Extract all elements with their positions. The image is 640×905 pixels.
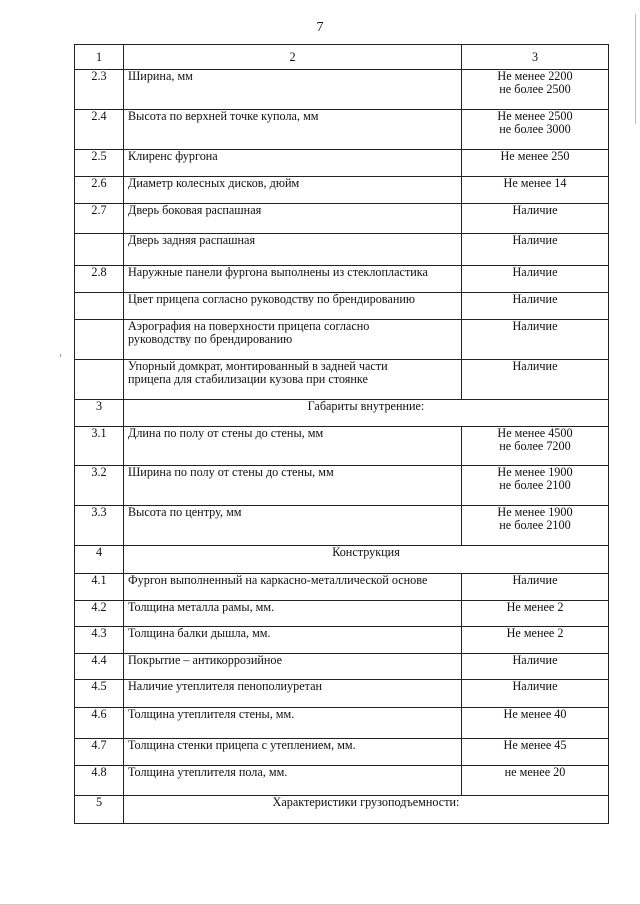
parameter-description	[124, 766, 462, 796]
description-line: Клиренс фургона	[128, 149, 218, 163]
section-row	[75, 546, 609, 574]
value-line: Наличие	[512, 679, 558, 693]
parameter-description	[124, 601, 462, 627]
row-number: 3.2	[75, 466, 124, 506]
parameter-description	[124, 680, 462, 708]
parameter-value	[462, 266, 609, 293]
parameter-value	[462, 234, 609, 266]
value-line: Наличие	[512, 292, 558, 306]
table-header-row	[75, 45, 609, 70]
table-row	[75, 110, 609, 150]
parameter-description	[124, 150, 462, 177]
description-line: Высота по центру, мм	[128, 505, 242, 519]
description-line: Высота по верхней точке купола, мм	[128, 109, 319, 123]
row-number: 4.1	[75, 574, 124, 601]
parameter-value	[462, 360, 609, 400]
value-line: Наличие	[512, 653, 558, 667]
parameter-value	[462, 739, 609, 766]
header-col-2: 2	[124, 45, 462, 70]
row-number: 5	[75, 796, 124, 824]
description-line: Ширина, мм	[128, 69, 193, 83]
table-row	[75, 234, 609, 266]
table-row	[75, 574, 609, 601]
parameter-description	[124, 234, 462, 266]
description-line: Аэрография на поверхности прицепа согласно	[128, 319, 370, 333]
description-line: Фургон выполненный на каркасно-металлической основе	[128, 573, 428, 587]
parameter-value	[462, 708, 609, 739]
value-line: не более 2500	[499, 82, 571, 96]
table-row	[75, 766, 609, 796]
parameter-value	[462, 150, 609, 177]
section-title: Характеристики грузоподъемности:	[124, 796, 609, 824]
row-number: 2.3	[75, 70, 124, 110]
description-line: Дверь задняя распашная	[128, 233, 256, 247]
parameter-description	[124, 654, 462, 680]
parameter-description	[124, 427, 462, 466]
description-line: Цвет прицепа согласно руководству по брендированию	[128, 292, 415, 306]
parameter-description	[124, 574, 462, 601]
table-row	[75, 177, 609, 204]
row-number: 2.8	[75, 266, 124, 293]
parameter-value	[462, 680, 609, 708]
parameter-description	[124, 506, 462, 546]
row-number: 4.3	[75, 627, 124, 654]
parameter-value	[462, 293, 609, 320]
row-number: 4.6	[75, 708, 124, 739]
value-line: Не менее 4500	[497, 426, 573, 440]
parameter-value	[462, 601, 609, 627]
table-row	[75, 601, 609, 627]
parameter-value	[462, 574, 609, 601]
table-row	[75, 427, 609, 466]
row-number: 2.5	[75, 150, 124, 177]
value-line: Не менее 2	[506, 626, 564, 640]
parameter-description	[124, 293, 462, 320]
table-body	[75, 70, 609, 824]
section-row	[75, 796, 609, 824]
description-line: Упорный домкрат, монтированный в задней части	[128, 359, 388, 373]
row-number: 3	[75, 400, 124, 427]
parameter-description	[124, 177, 462, 204]
value-line: Не менее 2500	[497, 109, 573, 123]
parameter-value	[462, 110, 609, 150]
description-line: прицепа для стабилизации кузова при стоянке	[128, 372, 368, 386]
value-line: Не менее 250	[500, 149, 570, 163]
table-row	[75, 466, 609, 506]
description-line: Толщина утеплителя стены, мм.	[128, 707, 295, 721]
value-line: Наличие	[512, 233, 558, 247]
description-line: Ширина по полу от стены до стены, мм	[128, 465, 334, 479]
table-row	[75, 320, 609, 360]
parameter-description	[124, 266, 462, 293]
row-number	[75, 293, 124, 320]
value-line: Не менее 2	[506, 600, 564, 614]
value-line: Не менее 45	[503, 738, 567, 752]
value-line: Не менее 40	[503, 707, 567, 721]
parameter-description	[124, 708, 462, 739]
row-number: 4	[75, 546, 124, 574]
header-col-3: 3	[462, 45, 609, 70]
table-row	[75, 739, 609, 766]
value-line: Наличие	[512, 573, 558, 587]
row-number: 3.1	[75, 427, 124, 466]
value-line: Наличие	[512, 265, 558, 279]
description-line: Толщина балки дышла, мм.	[128, 626, 271, 640]
value-line: не более 2100	[499, 478, 571, 492]
value-line: не менее 20	[504, 765, 566, 779]
table-row	[75, 708, 609, 739]
parameter-value	[462, 654, 609, 680]
value-line: Наличие	[512, 319, 558, 333]
parameter-value	[462, 466, 609, 506]
parameter-description	[124, 627, 462, 654]
description-line: Наличие утеплителя пенополиуретан	[128, 679, 323, 693]
table-row	[75, 204, 609, 234]
section-title: Конструкция	[124, 546, 609, 574]
parameter-value	[462, 506, 609, 546]
description-line: руководству по брендированию	[128, 332, 293, 346]
parameter-description	[124, 204, 462, 234]
parameter-description	[124, 466, 462, 506]
table-row	[75, 506, 609, 546]
description-line: Толщина стенки прицепа с утеплением, мм.	[128, 738, 356, 752]
parameter-description	[124, 320, 462, 360]
description-line: Дверь боковая распашная	[128, 203, 262, 217]
table-row	[75, 627, 609, 654]
value-line: не более 3000	[499, 122, 571, 136]
row-number	[75, 320, 124, 360]
header-col-1: 1	[75, 45, 124, 70]
section-title: Габариты внутренние:	[124, 400, 609, 427]
table-row	[75, 150, 609, 177]
parameter-value	[462, 204, 609, 234]
specification-table	[74, 44, 609, 824]
description-line: Толщина утеплителя пола, мм.	[128, 765, 288, 779]
description-line: Толщина металла рамы, мм.	[128, 600, 275, 614]
description-line: Наружные панели фургона выполнены из стеклопластика	[128, 265, 428, 279]
parameter-value	[462, 766, 609, 796]
description-line: Диаметр колесных дисков, дюйм	[128, 176, 300, 190]
parameter-value	[462, 427, 609, 466]
table-row	[75, 654, 609, 680]
parameter-value	[462, 70, 609, 110]
row-number: 2.4	[75, 110, 124, 150]
row-number: 4.7	[75, 739, 124, 766]
value-line: Не менее 1900	[497, 465, 573, 479]
value-line: не более 7200	[499, 439, 571, 453]
value-line: Наличие	[512, 203, 558, 217]
value-line: Наличие	[512, 359, 558, 373]
table-row	[75, 360, 609, 400]
parameter-value	[462, 177, 609, 204]
section-row	[75, 400, 609, 427]
table-row	[75, 266, 609, 293]
row-number: 4.8	[75, 766, 124, 796]
parameter-description	[124, 110, 462, 150]
row-number: 4.2	[75, 601, 124, 627]
value-line: Не менее 2200	[497, 69, 573, 83]
parameter-description	[124, 70, 462, 110]
row-number: 4.4	[75, 654, 124, 680]
page-number: 7	[316, 20, 324, 35]
table-row	[75, 293, 609, 320]
row-number	[75, 360, 124, 400]
scan-edge	[635, 14, 636, 124]
parameter-description	[124, 360, 462, 400]
row-number	[75, 234, 124, 266]
row-number: 4.5	[75, 680, 124, 708]
table-row	[75, 70, 609, 110]
scan-mark	[60, 354, 61, 357]
parameter-value	[462, 627, 609, 654]
row-number: 2.7	[75, 204, 124, 234]
table-row	[75, 680, 609, 708]
description-line: Длина по полу от стены до стены, мм	[128, 426, 324, 440]
parameter-value	[462, 320, 609, 360]
value-line: не более 2100	[499, 518, 571, 532]
description-line: Покрытие – антикоррозийное	[128, 653, 283, 667]
value-line: Не менее 14	[503, 176, 567, 190]
parameter-description	[124, 739, 462, 766]
value-line: Не менее 1900	[497, 505, 573, 519]
row-number: 2.6	[75, 177, 124, 204]
row-number: 3.3	[75, 506, 124, 546]
